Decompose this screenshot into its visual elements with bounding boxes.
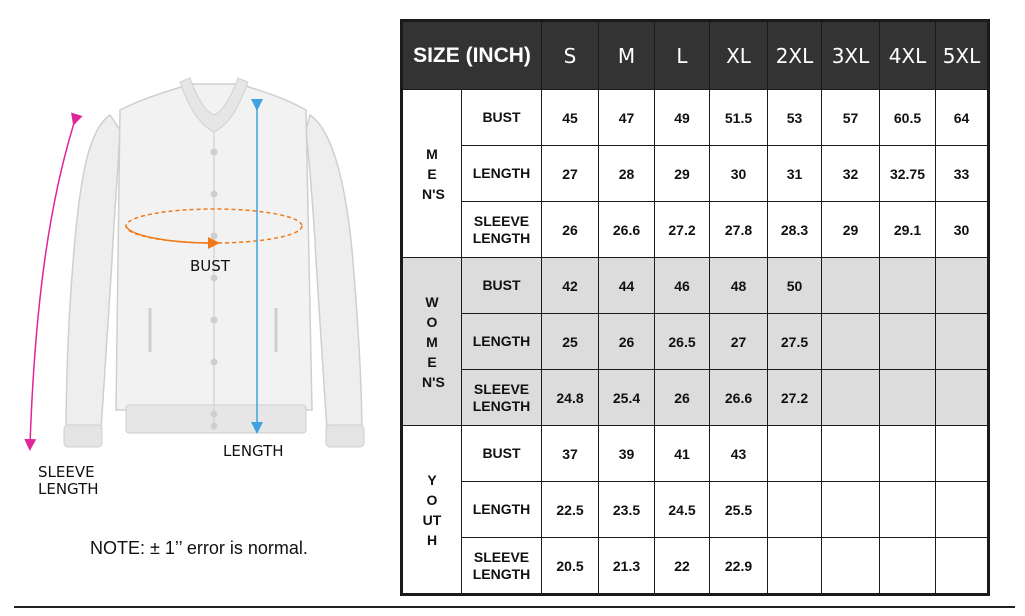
size-value-cell: 41 <box>655 426 710 482</box>
size-value-cell: 28 <box>599 146 655 202</box>
size-value-cell: 25.4 <box>599 370 655 426</box>
measure-label: LENGTH <box>462 482 542 538</box>
size-value-cell <box>822 370 880 426</box>
size-value-cell: 29.1 <box>880 202 936 258</box>
measure-label: LENGTH <box>462 314 542 370</box>
size-value-cell: 31 <box>768 146 822 202</box>
size-value-cell <box>880 370 936 426</box>
table-row <box>402 314 989 370</box>
size-inch-header: SIZE (INCH) <box>402 21 542 90</box>
jacket-drawing <box>0 0 395 600</box>
size-value-cell <box>822 314 880 370</box>
table-row <box>402 202 989 258</box>
size-value-cell <box>880 258 936 314</box>
size-value-cell: 20.5 <box>542 538 599 595</box>
size-value-cell: 53 <box>768 90 822 146</box>
size-value-cell: 32.75 <box>880 146 936 202</box>
group-label <box>402 426 462 595</box>
size-value-cell: 42 <box>542 258 599 314</box>
size-value-cell <box>822 426 880 482</box>
size-value-cell: 24.5 <box>655 482 710 538</box>
size-value-cell: 47 <box>599 90 655 146</box>
measure-label: SLEEVE LENGTH <box>462 202 542 258</box>
size-value-cell: 25.5 <box>710 482 768 538</box>
size-value-cell: 30 <box>936 202 989 258</box>
size-value-cell: 23.5 <box>599 482 655 538</box>
size-value-cell: 22.9 <box>710 538 768 595</box>
size-value-cell: 32 <box>822 146 880 202</box>
size-value-cell: 22 <box>655 538 710 595</box>
measure-label: BUST <box>462 90 542 146</box>
size-value-cell: 46 <box>655 258 710 314</box>
size-value-cell: 27 <box>710 314 768 370</box>
size-value-cell <box>822 258 880 314</box>
size-value-cell: 29 <box>822 202 880 258</box>
size-value-cell: 57 <box>822 90 880 146</box>
measure-label: SLEEVE LENGTH <box>462 538 542 595</box>
size-value-cell <box>880 482 936 538</box>
size-value-cell: 26 <box>599 314 655 370</box>
size-value-cell <box>822 538 880 595</box>
size-value-cell <box>768 482 822 538</box>
table-row <box>402 482 989 538</box>
size-value-cell: 24.8 <box>542 370 599 426</box>
table-row <box>402 258 989 314</box>
left-sleeve <box>66 115 120 445</box>
jacket-illustration <box>0 0 395 600</box>
size-value-cell <box>936 538 989 595</box>
size-value-cell: 45 <box>542 90 599 146</box>
size-value-cell: 26.6 <box>710 370 768 426</box>
size-value-cell: 28.3 <box>768 202 822 258</box>
measure-label: SLEEVE LENGTH <box>462 370 542 426</box>
size-value-cell <box>936 426 989 482</box>
length-label: LENGTH <box>223 442 284 460</box>
size-value-cell <box>880 314 936 370</box>
size-value-cell: 33 <box>936 146 989 202</box>
size-header: L <box>655 21 710 90</box>
measure-label: BUST <box>462 258 542 314</box>
bust-label: BUST <box>190 257 230 275</box>
sleeve-length-label: SLEEVE LENGTH <box>38 463 99 498</box>
size-value-cell: 64 <box>936 90 989 146</box>
size-header: M <box>599 21 655 90</box>
group-label-text: WOMEN'S <box>422 293 445 390</box>
size-value-cell: 51.5 <box>710 90 768 146</box>
header-row <box>402 21 989 90</box>
size-value-cell <box>768 426 822 482</box>
group-label-text: YOUTH <box>422 471 442 548</box>
group-label <box>402 90 462 258</box>
measure-label: LENGTH <box>462 146 542 202</box>
right-sleeve <box>306 115 362 445</box>
size-value-cell: 30 <box>710 146 768 202</box>
group-label-text: MEN'S <box>422 145 445 202</box>
size-value-cell <box>822 482 880 538</box>
size-value-cell <box>936 258 989 314</box>
size-value-cell: 50 <box>768 258 822 314</box>
size-value-cell: 21.3 <box>599 538 655 595</box>
size-value-cell <box>936 314 989 370</box>
size-value-cell: 25 <box>542 314 599 370</box>
size-value-cell: 26.5 <box>655 314 710 370</box>
size-value-cell <box>936 370 989 426</box>
size-value-cell <box>880 426 936 482</box>
size-value-cell: 43 <box>710 426 768 482</box>
table-row <box>402 538 989 595</box>
size-value-cell: 22.5 <box>542 482 599 538</box>
size-value-cell: 27.2 <box>768 370 822 426</box>
size-value-cell: 29 <box>655 146 710 202</box>
size-value-cell: 27 <box>542 146 599 202</box>
size-value-cell: 48 <box>710 258 768 314</box>
size-header: 5XL <box>936 21 989 90</box>
table-row <box>402 370 989 426</box>
size-value-cell <box>936 482 989 538</box>
size-header: 3XL <box>822 21 880 90</box>
size-value-cell: 26.6 <box>599 202 655 258</box>
size-value-cell: 37 <box>542 426 599 482</box>
size-value-cell: 60.5 <box>880 90 936 146</box>
table-row <box>402 146 989 202</box>
size-value-cell: 26 <box>655 370 710 426</box>
size-value-cell <box>880 538 936 595</box>
size-value-cell <box>768 538 822 595</box>
size-value-cell: 39 <box>599 426 655 482</box>
size-header: 4XL <box>880 21 936 90</box>
size-chart-table <box>400 19 990 596</box>
error-note: NOTE: ± 1’’ error is normal. <box>90 538 308 558</box>
size-value-cell: 27.8 <box>710 202 768 258</box>
table-row <box>402 426 989 482</box>
size-header: 2XL <box>768 21 822 90</box>
group-label <box>402 258 462 426</box>
size-value-cell: 49 <box>655 90 710 146</box>
size-value-cell: 27.2 <box>655 202 710 258</box>
size-header: S <box>542 21 599 90</box>
size-header: XL <box>710 21 768 90</box>
measure-label: BUST <box>462 426 542 482</box>
size-value-cell: 44 <box>599 258 655 314</box>
table-row <box>402 90 989 146</box>
size-value-cell: 26 <box>542 202 599 258</box>
size-value-cell: 27.5 <box>768 314 822 370</box>
bottom-divider <box>14 606 1015 608</box>
